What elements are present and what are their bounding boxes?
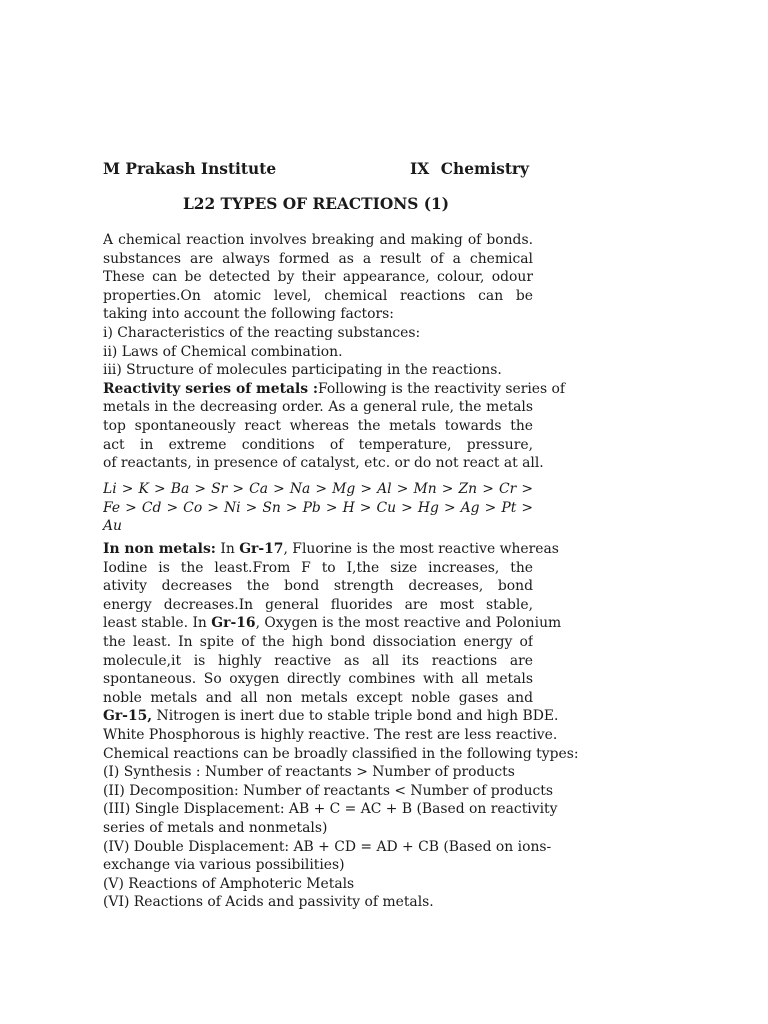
reaction-type-item: (III) Single Displacement: AB + C = AC + B (Based on reactivity (103, 801, 558, 818)
text-line: act in extreme conditions of temperature, pressure, (103, 436, 533, 453)
text-line: These can be detected by their appearance, colour, odour (103, 269, 533, 286)
text-line: ativity decreases the bond strength decreases, bond (103, 578, 533, 595)
text-line: A chemical reaction involves breaking and making of bonds. (103, 232, 533, 248)
non-metals-first-line (103, 540, 559, 559)
intro-section (103, 231, 566, 473)
text-fragment: Nitrogen is inert due to stable triple bond and high BDE. (152, 708, 559, 725)
text-line: molecule,it is highly reactive as all its reactions are (103, 652, 533, 669)
text-line: substances are always formed as a result of a chemical (103, 250, 533, 267)
reaction-type-item: (II) Decomposition: Number of reactants < Number of products (103, 782, 554, 799)
subject-label: Chemistry (440, 160, 529, 178)
list-item: ii) Laws of Chemical combination. (103, 343, 343, 360)
non-metals-section (103, 540, 579, 912)
text-line: Iodine is the least.From F to I,the size increases, the (103, 559, 533, 576)
class-label: IX (410, 160, 430, 178)
non-metals-heading: In non metals: (103, 541, 216, 557)
text-fragment: Following is the reactivity series of (318, 380, 566, 397)
text-line: properties.On atomic level, chemical reactions can be (103, 287, 533, 304)
group-label: Gr-17 (239, 541, 284, 557)
list-item: i) Characteristics of the reacting substances: (103, 324, 421, 341)
text-line: taking into account the following factors: (103, 306, 394, 323)
series-line: Au (103, 518, 122, 535)
text-fragment: , Oxygen is the most reactive and Polonium (255, 615, 562, 632)
reactivity-heading: Reactivity series of metals : (103, 380, 319, 397)
text-line: energy decreases.In general fluorides are most stable, (103, 596, 533, 613)
text-fragment: least stable. In (103, 615, 212, 632)
page-title: L22 TYPES OF REACTIONS (1) (182, 195, 450, 213)
text-line: metals in the decreasing order. As a general rule, the metals (103, 399, 533, 416)
reaction-type-item: (I) Synthesis : Number of reactants > Number of products (103, 764, 515, 781)
institute-name: M Prakash Institute (103, 160, 277, 178)
group-label: Gr-15, (103, 708, 153, 725)
text-line: the least. In spite of the high bond dissociation energy of (103, 633, 533, 650)
reaction-type-item: (V) Reactions of Amphoteric Metals (103, 875, 355, 892)
reaction-type-item: (IV) Double Displacement: AB + CD = AD + CB (Based on ions- (103, 838, 552, 855)
reactivity-series (103, 480, 533, 536)
series-line: Fe > Cd > Co > Ni > Sn > Pb > H > Cu > Hg > Ag > Pt > (103, 499, 533, 516)
list-item: iii) Structure of molecules participating in the reactions. (103, 362, 502, 379)
series-line: Li > K > Ba > Sr > Ca > Na > Mg > Al > Mn > Zn > Cr > (103, 481, 533, 497)
text-line (103, 707, 559, 726)
group-label: Gr-16 (211, 615, 256, 632)
reaction-type-item: exchange via various possibilities) (103, 857, 345, 874)
text-line: spontaneous. So oxygen directly combines with all metals (103, 671, 533, 688)
reactivity-paragraph-first-line (103, 380, 566, 399)
text-line: noble metals and all non metals except noble gases and (103, 689, 533, 706)
reaction-type-item: (VI) Reactions of Acids and passivity of metals. (103, 894, 434, 911)
text-line: Chemical reactions can be broadly classified in the following types: (103, 745, 579, 762)
text-line: top spontaneously react whereas the metals towards the (103, 417, 533, 434)
text-fragment: , Fluorine is the most reactive whereas (283, 541, 559, 557)
text-fragment: In (215, 541, 240, 557)
text-line: of reactants, in presence of catalyst, etc. or do not react at all. (103, 455, 544, 472)
text-line: White Phosphorous is highly reactive. The rest are less reactive. (103, 726, 558, 743)
reaction-type-item: series of metals and nonmetals) (103, 819, 328, 836)
text-line (103, 614, 562, 633)
